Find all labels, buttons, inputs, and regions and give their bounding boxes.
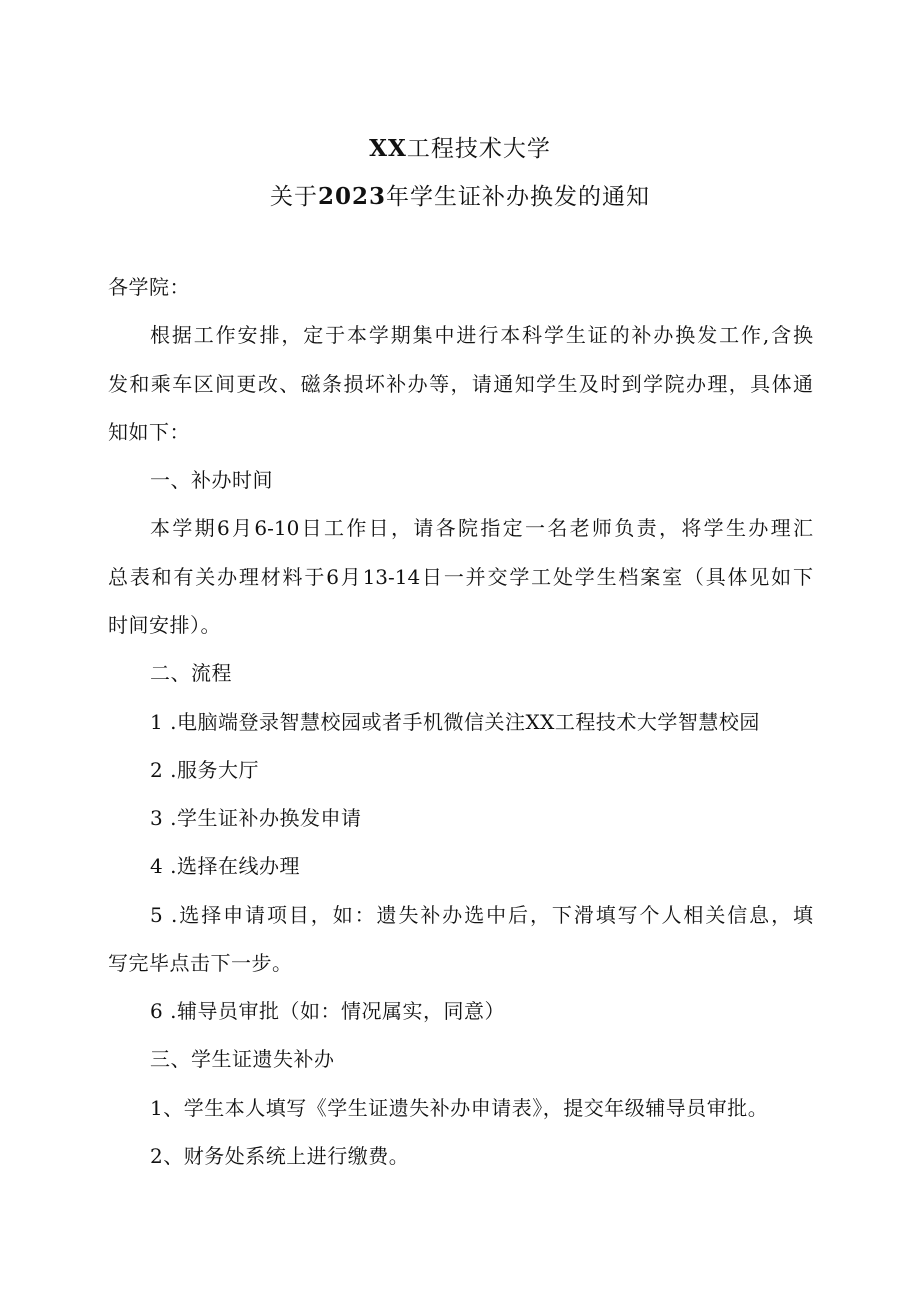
document-title bbox=[0, 130, 920, 163]
step-5-line-1: 5 .选择申请项目，如：遗失补办选中后，下滑填写个人相关信息，填 bbox=[150, 903, 813, 927]
subtitle-year: 2023 bbox=[317, 183, 386, 210]
section-1-line-2: 总表和有关办理材料于6月13-14日一并交学工处学生档案室（具体见如下 bbox=[108, 565, 813, 589]
section-3-heading: 三、学生证遗失补办 bbox=[150, 1047, 335, 1071]
intro-line-1: 根据工作安排，定于本学期集中进行本科学生证的补办换发工作,含换 bbox=[150, 323, 813, 347]
step-2: 2 .服务大厅 bbox=[150, 758, 259, 782]
section-1-line-3: 时间安排）。 bbox=[108, 613, 221, 637]
section-2-heading: 二、流程 bbox=[150, 661, 232, 685]
section-1-heading: 一、补办时间 bbox=[150, 468, 273, 492]
document-subtitle bbox=[0, 178, 920, 211]
step-1: 1 .电脑端登录智慧校园或者手机微信关注XX工程技术大学智慧校园 bbox=[150, 710, 760, 734]
intro-line-2: 发和乘车区间更改、磁条损坏补办等，请通知学生及时到学院办理，具体通 bbox=[108, 372, 813, 396]
intro-line-3: 知如下： bbox=[108, 420, 190, 444]
step-4: 4 .选择在线办理 bbox=[150, 854, 300, 878]
title-rest: 工程技术大学 bbox=[406, 136, 551, 162]
lost-step-2: 2、财务处系统上进行缴费。 bbox=[150, 1144, 410, 1168]
subtitle-prefix: 关于 bbox=[269, 184, 318, 210]
salutation: 各学院： bbox=[108, 275, 190, 299]
step-6: 6 .辅导员审批（如：情况属实，同意） bbox=[150, 999, 505, 1023]
title-prefix: XX bbox=[369, 135, 407, 162]
subtitle-rest: 年学生证补办换发的通知 bbox=[386, 184, 650, 210]
lost-step-1: 1、学生本人填写《学生证遗失补办申请表》，提交年级辅导员审批。 bbox=[150, 1096, 769, 1120]
step-3: 3 .学生证补办换发申请 bbox=[150, 806, 362, 830]
step-5-line-2: 写完毕点击下一步。 bbox=[108, 951, 293, 975]
section-1-line-1: 本学期6月6-10日工作日，请各院指定一名老师负责，将学生办理汇 bbox=[150, 516, 813, 540]
